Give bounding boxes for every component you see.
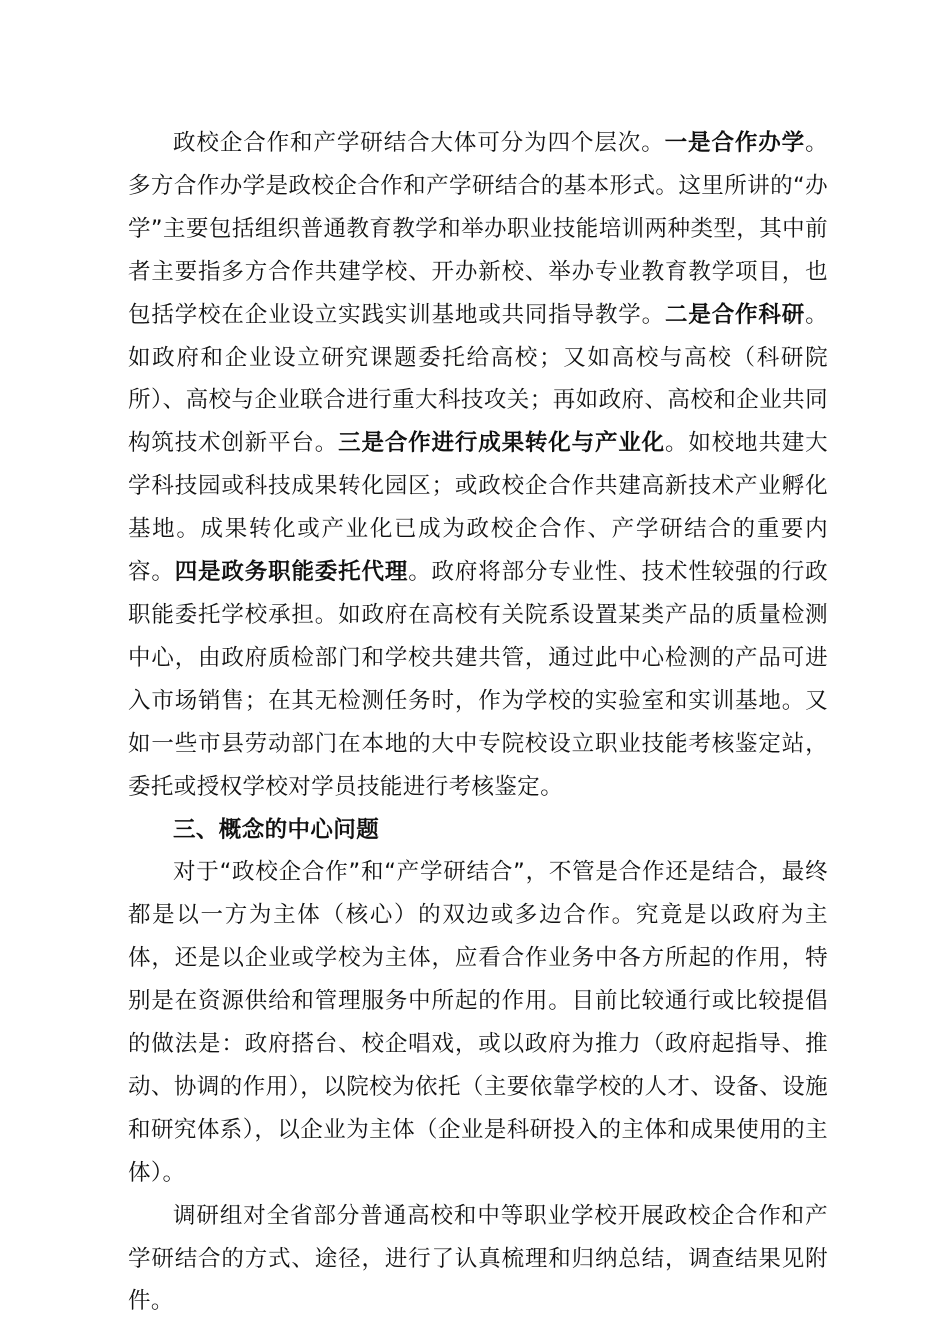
paragraph-text: 。政府将部分专业性、技术性较强的行政职能委托学校承担。如政府在高校有关院系设置某类产品的质量检测中心，由政府质检部门和学校共建共管，通过此中心检测的产品可进入市场销售；在其无检测任务时，作为学校的实验室和实训基地。又如一些市县劳动部门在本地的大中专院校设立职业技能考核鉴定站，委托或授权学校对学员技能进行考核鉴定。 [128, 559, 828, 800]
paragraph-text: 政校企合作和产学研结合大体可分为四个层次。 [173, 130, 665, 156]
paragraph-concept: 对于“政校企合作”和“产学研结合”，不管是合作还是结合，最终都是以一方为主体（核心）的双边或多边合作。究竟是以政府为主体，还是以企业或学校为主体，应看合作业务中各方所起的作用，特别是在资源供给和管理服务中所起的作用。目前比较通行或比较提倡的做法是：政府搭台、校企唱戏，或以政府为推力（政府起指导、推动、协调的作用），以院校为依托（主要依靠学校的人才、设备、设施和研究体系），以企业为主体（企业是科研投入的主体和成果使用的主体）。 [128, 859, 828, 1186]
paragraph-text: 。如校地共建大学科技园或科技成果转化园区；或政校企合作共建高新技术产业孵化基地。成果转化或产业化已成为政校企合作、产学研结合的重要内容。 [128, 430, 828, 586]
paragraph-text: 。如政府和企业设立研究课题委托给高校；又如高校与高校（科研院所）、高校与企业联合进行重大科技攻关；再如政府、高校和企业共同构筑技术创新平台。 [128, 301, 828, 457]
document-body [128, 122, 828, 1323]
bold-phrase-level-four: 四是政务职能委托代理 [174, 559, 409, 586]
paragraph-cooperation-levels [128, 122, 828, 809]
bold-phrase-level-one: 一是合作办学 [664, 130, 806, 156]
bold-phrase-level-three: 三是合作进行成果转化与产业化 [338, 430, 666, 457]
bold-phrase-level-two: 二是合作科研 [665, 301, 806, 328]
section-heading: 三、概念的中心问题 [173, 816, 380, 843]
paragraph-text: 。多方合作办学是政校企合作和产学研结合的基本形式。这里所讲的“办学”主要包括组织普通教育教学和举办职业技能培训两种类型，其中前者主要指多方合作共建学校、开办新校、举办专业教育教学项目，也包括学校在企业设立实践实训基地或共同指导教学。 [128, 130, 828, 328]
paragraph-survey: 调研组对全省部分普通高校和中等职业学校开展政校企合作和产学研结合的方式、途径，进行了认真梳理和归纳总结，调查结果见附件。 [128, 1202, 828, 1315]
